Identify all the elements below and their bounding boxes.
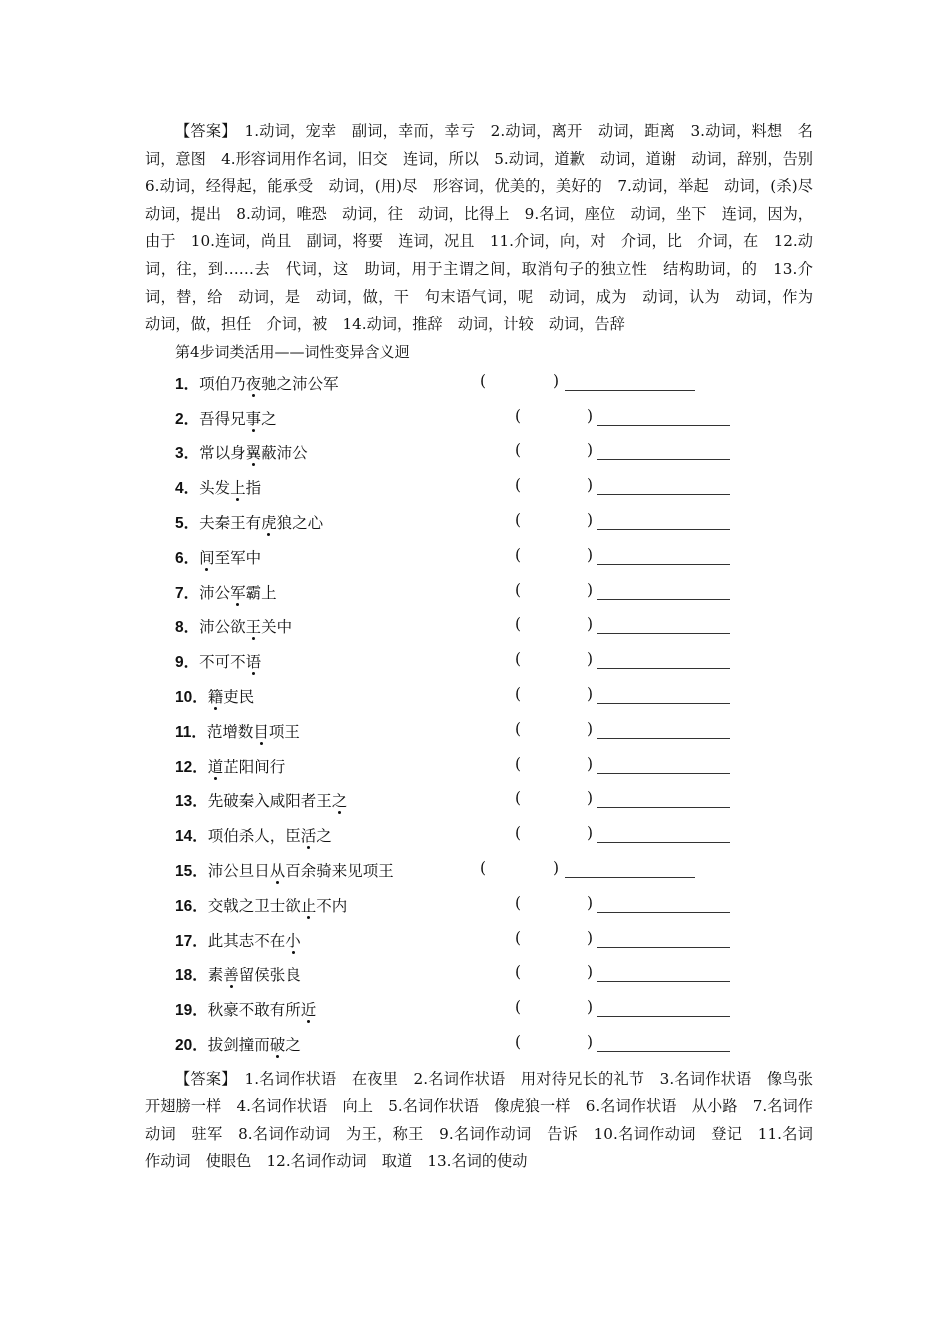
exercise-item — [145, 609, 813, 644]
left-paren: ( — [515, 789, 522, 808]
emphasis-dot — [252, 429, 255, 432]
right-paren: ) — [553, 858, 560, 877]
exercise-item — [145, 783, 813, 818]
item-sentence: 秋豪不敢有所近 — [207, 1001, 317, 1020]
item-sentence: 拔剑撞而破之 — [207, 1035, 301, 1054]
emphasis-dot — [205, 568, 208, 571]
right-paren: ) — [587, 684, 594, 703]
answer-blank-line[interactable] — [597, 529, 730, 530]
item-number: 3． — [175, 445, 200, 463]
exercise-item — [145, 818, 813, 853]
left-paren: ( — [515, 650, 522, 669]
left-paren: ( — [515, 684, 522, 703]
answer-blank-line[interactable] — [597, 425, 730, 426]
item-number: 18． — [175, 967, 208, 985]
item-number: 11． — [175, 723, 207, 741]
item-number: 17． — [175, 932, 208, 950]
exercise-item — [145, 644, 813, 679]
exercise-item — [145, 540, 813, 575]
exercise-item — [145, 505, 813, 540]
exercise-item — [145, 1027, 813, 1062]
item-sentence: 素善留侯张良 — [207, 966, 301, 985]
answer-blank-line[interactable] — [565, 390, 695, 391]
exercise-question — [175, 859, 394, 881]
item-number: 2． — [175, 410, 200, 428]
right-paren: ) — [587, 650, 594, 669]
exercise-item — [145, 923, 813, 958]
item-number: 10． — [175, 688, 208, 706]
answer-blank-line[interactable] — [597, 912, 730, 913]
left-paren: ( — [515, 441, 522, 460]
emphasis-dot — [276, 881, 279, 884]
exercise-question — [175, 615, 292, 637]
exercise-list — [145, 366, 813, 1062]
exercise-question — [175, 407, 277, 429]
right-paren: ) — [587, 789, 594, 808]
item-number: 7． — [175, 584, 200, 602]
item-sentence: 项伯杀人，臣活之 — [207, 827, 332, 846]
item-sentence: 范增数目项王 — [206, 722, 300, 741]
exercise-question — [175, 1033, 301, 1055]
right-paren: ) — [587, 824, 594, 843]
emphasis-dot — [307, 1020, 310, 1023]
answer-blank-line[interactable] — [597, 564, 730, 565]
left-paren: ( — [480, 371, 487, 390]
answer-blank-line[interactable] — [565, 877, 695, 878]
emphasis-dot — [214, 707, 217, 710]
answer-blank-line[interactable] — [597, 1051, 730, 1052]
answer-blank-line[interactable] — [597, 738, 730, 739]
exercise-question — [175, 998, 316, 1020]
left-paren: ( — [515, 615, 522, 634]
answer-blank-line[interactable] — [597, 703, 730, 704]
answer-blank-line[interactable] — [597, 947, 730, 948]
right-paren: ) — [587, 580, 594, 599]
answer-blank-line[interactable] — [597, 599, 730, 600]
exercise-question — [175, 929, 301, 951]
exercise-item — [145, 401, 813, 436]
item-number: 6． — [175, 549, 200, 567]
answer-blank-line[interactable] — [597, 633, 730, 634]
emphasis-dot — [236, 498, 239, 501]
left-paren: ( — [515, 754, 522, 773]
exercise-item — [145, 435, 813, 470]
exercise-item — [145, 957, 813, 992]
left-paren: ( — [515, 719, 522, 738]
item-number: 12． — [175, 758, 208, 776]
left-paren: ( — [515, 1032, 522, 1051]
exercise-item — [145, 575, 813, 610]
right-paren: ) — [587, 1032, 594, 1051]
item-number: 8． — [175, 619, 200, 637]
exercise-question — [175, 581, 277, 603]
item-number: 13． — [175, 793, 208, 811]
answer-paragraph-2: 【答案】 1.名词作状语 在夜里 2.名词作状语 用对待兄长的礼节 3.名词作状语 像鸟张开翅膀一样 4.名词作状语 向上 5.名词作状语 像虎狼一样 6.名词作状语 从小路 7.名词作动词 驻军 8.名词作动词 为王，称王 9.名词作动词 告诉 10.名词作动词 登记 11.名词作动词 使眼色 12.名词作动词 取道 13.名词的使动 — [145, 1069, 813, 1171]
right-paren: ) — [587, 615, 594, 634]
exercise-question — [175, 894, 347, 916]
item-sentence: 吾得兄事之 — [199, 409, 277, 428]
item-sentence: 常以身翼蔽沛公 — [199, 444, 308, 463]
exercise-item — [145, 853, 813, 888]
emphasis-dot — [307, 846, 310, 849]
left-paren: ( — [515, 963, 522, 982]
answer-paragraph-1: 【答案】 1.动词，宠幸 副词，幸而，幸亏 2.动词，离开 动词，距离 3.动词，料想 名词，意图 4.形容词用作名词，旧交 连词，所以 5.动词，道歉 动词，道谢 动词，辞别，告别 6.动词，经得起，能承受 动词，(用)尽 形容词，优美的，美好的 7.动词，举起 动词，(杀)尽 动词，提出 8.动词，唯恐 动词，往 动词，比得上 9.名词，座位 动词，坐下 连词，因为，由于 10.连词，尚且 副词，将要 连词，况且 11.介词，向，对 介词，比 介词，在 12.动词，往，到……去 代词，这 助词，用于主谓之间，取消句子的独立性 结构助词，的 13.介词，替，给 动词，是 动词，做，干 句末语气词，呢 动词，成为 动词，认为 动词，作为 动词，做，担任 介词，被 14.动词，推辞 动词，计较 动词，告辞 — [145, 122, 829, 334]
item-number: 4． — [175, 480, 200, 498]
right-paren: ) — [587, 754, 594, 773]
emphasis-dot — [252, 672, 255, 675]
emphasis-dot — [252, 394, 255, 397]
exercise-question — [175, 963, 301, 985]
right-paren: ) — [587, 719, 594, 738]
item-sentence: 道芷阳间行 — [207, 757, 286, 776]
emphasis-dot — [214, 777, 217, 780]
exercise-item — [145, 888, 813, 923]
emphasis-dot — [338, 811, 341, 814]
left-paren: ( — [515, 998, 522, 1017]
item-sentence: 夫秦王有虎狼之心 — [199, 513, 324, 532]
answer-blank-line[interactable] — [597, 668, 730, 669]
right-paren: ) — [587, 998, 594, 1017]
exercise-question — [175, 546, 261, 568]
right-paren: ) — [587, 893, 594, 912]
emphasis-dot — [276, 1055, 279, 1058]
emphasis-dot — [252, 463, 255, 466]
left-paren: ( — [515, 580, 522, 599]
left-paren: ( — [515, 824, 522, 843]
item-number: 16． — [175, 897, 208, 915]
right-paren: ) — [587, 476, 594, 495]
item-sentence: 沛公旦日从百余骑来见项王 — [207, 861, 394, 880]
exercise-question — [175, 824, 332, 846]
item-sentence: 此其志不在小 — [207, 931, 301, 950]
right-paren: ) — [587, 545, 594, 564]
exercise-question — [175, 441, 308, 463]
answer-blank-line[interactable] — [597, 842, 730, 843]
answer-blank-line[interactable] — [597, 807, 730, 808]
item-sentence: 头发上指 — [199, 479, 262, 498]
emphasis-dot — [236, 603, 239, 606]
answer-blank-line[interactable] — [597, 459, 730, 460]
exercise-item — [145, 714, 813, 749]
exercise-item — [145, 366, 813, 401]
right-paren: ) — [587, 510, 594, 529]
exercise-item — [145, 749, 813, 784]
section-title: 第4步词类活用——词性变异含义迥 — [175, 342, 410, 361]
exercise-question — [175, 789, 347, 811]
emphasis-dot — [230, 985, 233, 988]
exercise-item — [145, 679, 813, 714]
left-paren: ( — [515, 545, 522, 564]
emphasis-dot — [252, 637, 255, 640]
answer-blank-line[interactable] — [597, 1016, 730, 1017]
right-paren: ) — [587, 406, 594, 425]
emphasis-dot — [292, 951, 295, 954]
emphasis-dot — [267, 533, 270, 536]
left-paren: ( — [480, 858, 487, 877]
right-paren: ) — [587, 963, 594, 982]
left-paren: ( — [515, 510, 522, 529]
right-paren: ) — [587, 441, 594, 460]
exercise-question — [175, 650, 261, 672]
exercise-item — [145, 992, 813, 1027]
item-sentence: 沛公欲王关中 — [199, 618, 293, 637]
exercise-question — [175, 372, 339, 394]
left-paren: ( — [515, 893, 522, 912]
exercise-question — [175, 511, 323, 533]
exercise-question — [175, 476, 261, 498]
left-paren: ( — [515, 476, 522, 495]
answer-blank-line[interactable] — [597, 773, 730, 774]
answer-blank-line[interactable] — [597, 494, 730, 495]
item-sentence: 籍吏民 — [207, 687, 255, 706]
item-number: 14． — [175, 828, 208, 846]
answer-blank-line[interactable] — [597, 981, 730, 982]
right-paren: ) — [587, 928, 594, 947]
item-sentence: 项伯乃夜驰之沛公军 — [199, 374, 339, 393]
emphasis-dot — [307, 916, 310, 919]
item-sentence: 不可不语 — [199, 653, 262, 672]
exercise-question — [175, 685, 254, 707]
item-sentence: 间至军中 — [199, 548, 262, 567]
item-sentence: 交戟之卫士欲止不内 — [207, 896, 348, 915]
item-sentence: 沛公军霸上 — [199, 583, 277, 602]
item-number: 19． — [175, 1002, 208, 1020]
right-paren: ) — [553, 371, 560, 390]
item-number: 20． — [175, 1036, 208, 1054]
left-paren: ( — [515, 406, 522, 425]
page — [145, 118, 829, 1176]
item-sentence: 先破秦入咸阳者王之 — [207, 792, 348, 811]
item-number: 5． — [175, 514, 200, 532]
item-number: 1． — [175, 375, 200, 393]
emphasis-dot — [260, 742, 263, 745]
exercise-question — [175, 720, 300, 742]
exercise-question — [175, 755, 285, 777]
exercise-item — [145, 470, 813, 505]
item-number: 15． — [175, 862, 208, 880]
item-number: 9． — [175, 654, 200, 672]
left-paren: ( — [515, 928, 522, 947]
